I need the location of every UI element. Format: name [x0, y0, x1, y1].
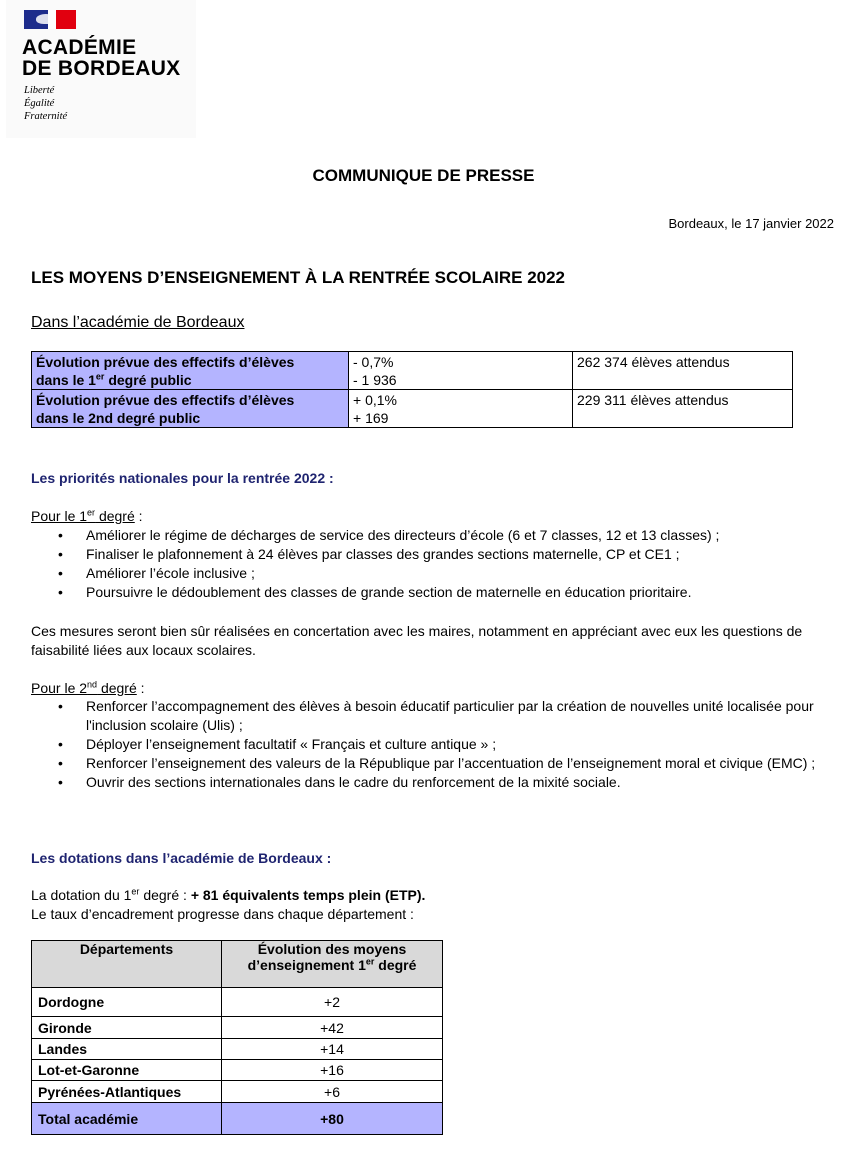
concertation-note: Ces mesures seront bien sûr réalisées en concertation avec les maires, notamment en appréciant avec eux les questions de faisabilité liées aux locaux scolaires.: [31, 623, 803, 658]
departement-value: +6: [222, 1081, 443, 1103]
departement-name: Pyrénées-Atlantiques: [32, 1081, 222, 1103]
departement-value: +14: [222, 1039, 443, 1060]
total-value: +80: [222, 1103, 443, 1135]
academy-name-line1: ACADÉMIE: [22, 36, 137, 59]
effectifs-row-1: [32, 352, 793, 390]
total-label: Total académie: [32, 1103, 222, 1135]
list-item: • Améliorer le régime de décharges de service des directeurs d’école (6 et 7 classes, 12 et 13 classes) ;: [31, 526, 831, 545]
list-item: • Déployer l’enseignement facultatif « Français et culture antique » ;: [31, 735, 821, 754]
list-item: • Finaliser le plafonnement à 24 élèves par classes des grandes sections maternelle, CP et CE1 ;: [31, 545, 831, 564]
motto-liberte: Liberté: [24, 85, 55, 96]
effectifs-expected: 229 311 élèves attendus: [573, 390, 793, 428]
departement-value: +2: [222, 988, 443, 1017]
table-row: [32, 988, 443, 1017]
second-degree-title: Pour le 2nd degré :: [31, 679, 145, 696]
effectifs-change: - 0,7% - 1 936: [349, 352, 573, 390]
effectifs-expected: 262 374 élèves attendus: [573, 352, 793, 390]
academy-name-line2: DE BORDEAUX: [22, 57, 181, 80]
second-degree-list: [31, 697, 821, 792]
effectifs-change: + 0,1% + 169: [349, 390, 573, 428]
list-item: • Renforcer l’accompagnement des élèves à besoin éducatif particulier par la création de nouvelles unité localisée pour l'inclusion scolaire (Ulis) ;: [31, 697, 821, 735]
departement-name: Landes: [32, 1039, 222, 1060]
effectifs-label: Évolution prévue des effectifs d’élèves dans le 1er degré public: [32, 352, 349, 390]
effectifs-row-2: [32, 390, 793, 428]
main-heading: LES MOYENS D’ENSEIGNEMENT À LA RENTRÉE SCOLAIRE 2022: [31, 268, 566, 287]
marianne-flag-red: [56, 10, 76, 29]
encadrement-line: Le taux d’encadrement progresse dans chaque département :: [31, 906, 414, 922]
marianne-profile-icon: [36, 14, 56, 24]
list-item: • Ouvrir des sections internationales dans le cadre du renforcement de la mixité sociale.: [31, 773, 821, 792]
document-title: COMMUNIQUE DE PRESSE: [312, 166, 535, 185]
departements-table: [31, 940, 443, 1135]
total-row: [32, 1103, 443, 1135]
priorities-heading: Les priorités nationales pour la rentrée 2022 :: [31, 470, 334, 486]
departement-name: Dordogne: [32, 988, 222, 1017]
section-subheading: Dans l’académie de Bordeaux: [31, 314, 245, 331]
motto-egalite: Égalité: [24, 98, 55, 109]
departement-name: Lot-et-Garonne: [32, 1060, 222, 1081]
table-row: [32, 1039, 443, 1060]
table-row: [32, 1081, 443, 1103]
date-line: Bordeaux, le 17 janvier 2022: [668, 216, 834, 231]
list-item: • Améliorer l’école inclusive ;: [31, 564, 831, 583]
first-degree-title: Pour le 1er degré :: [31, 507, 143, 524]
table-row: [32, 1060, 443, 1081]
departement-name: Gironde: [32, 1017, 222, 1039]
col-header-departements: Départements: [32, 941, 222, 988]
first-degree-list: [31, 526, 831, 602]
effectifs-label: Évolution prévue des effectifs d’élèves dans le 2nd degré public: [32, 390, 349, 428]
effectifs-table: [31, 351, 793, 428]
list-item: • Poursuivre le dédoublement des classes de grande section de maternelle en éducation prioritaire.: [31, 583, 831, 602]
dotations-heading: Les dotations dans l’académie de Bordeaux :: [31, 850, 332, 866]
table-header-row: [32, 941, 443, 988]
departement-value: +42: [222, 1017, 443, 1039]
col-header-evolution: Évolution des moyens d’enseignement 1er degré: [222, 941, 443, 988]
dotation-line: La dotation du 1er degré : + 81 équivalents temps plein (ETP).: [31, 886, 426, 903]
departement-value: +16: [222, 1060, 443, 1081]
table-row: [32, 1017, 443, 1039]
list-item: • Renforcer l’enseignement des valeurs de la République par l’accentuation de l’enseignement moral et civique (EMC) ;: [31, 754, 821, 773]
motto-fraternite: Fraternité: [24, 111, 68, 122]
